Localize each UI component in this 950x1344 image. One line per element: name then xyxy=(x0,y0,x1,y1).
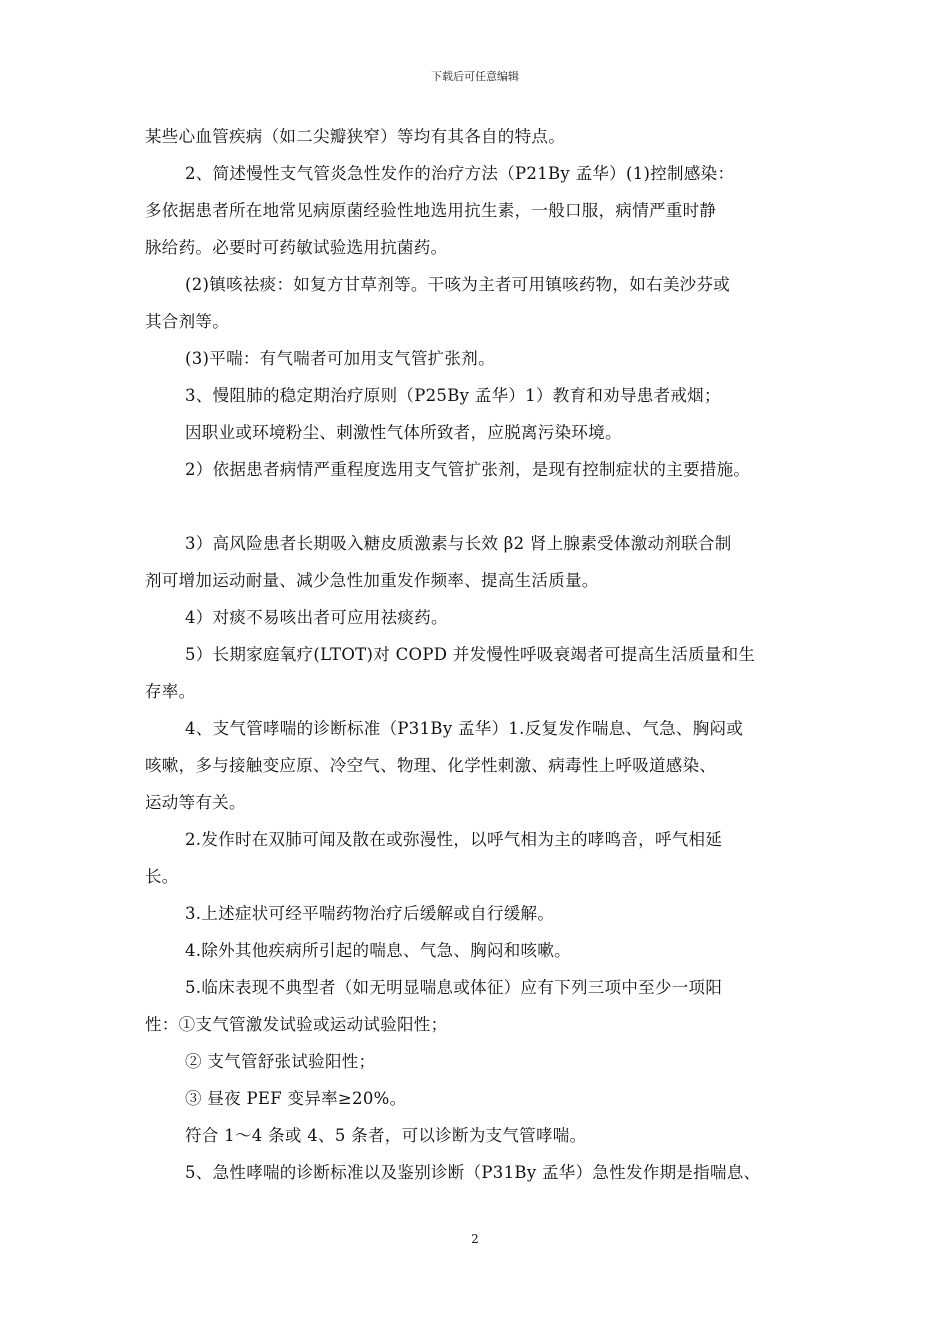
text-line: 3、慢阻肺的稳定期治疗原则（P25By 孟华）1）教育和劝导患者戒烟； xyxy=(185,386,721,405)
text-line: ③ 昼夜 PEF 变异率≥20%。 xyxy=(185,1089,407,1108)
text-line: 咳嗽，多与接触变应原、冷空气、物理、化学性刺激、病毒性上呼吸道感染、 xyxy=(145,756,717,775)
text-line: 4、支气管哮喘的诊断标准（P31By 孟华）1.反复发作喘息、气急、胸闷或 xyxy=(185,719,744,738)
text-line: 3）高风险患者长期吸入糖皮质激素与长效 β2 肾上腺素受体激动剂联合制 xyxy=(185,534,732,553)
text-line: (2)镇咳祛痰：如复方甘草剂等。干咳为主者可用镇咳药物，如右美沙芬或 xyxy=(185,275,731,294)
text-line: 因职业或环境粉尘、刺激性气体所致者，应脱离污染环境。 xyxy=(185,423,622,442)
text-line: 5、急性哮喘的诊断标准以及鉴别诊断（P31By 孟华）急性发作期是指喘息、 xyxy=(185,1163,761,1182)
text-line: 性：①支气管激发试验或运动试验阳性； xyxy=(145,1015,448,1034)
page-number: 2 xyxy=(471,1232,479,1246)
text-line: 4.除外其他疾病所引起的喘息、气急、胸闷和咳嗽。 xyxy=(185,941,571,960)
text-line: 符合 1～4 条或 4、5 条者，可以诊断为支气管哮喘。 xyxy=(185,1126,587,1145)
text-line: 某些心血管疾病（如二尖瓣狭窄）等均有其各自的特点。 xyxy=(145,127,565,146)
text-line: 剂可增加运动耐量、减少急性加重发作频率、提高生活质量。 xyxy=(145,571,599,590)
paragraph-gap xyxy=(145,488,825,525)
text-line: 5）长期家庭氧疗(LTOT)对 COPD 并发慢性呼吸衰竭者可提高生活质量和生 xyxy=(185,645,756,664)
text-line: 长。 xyxy=(145,867,179,886)
document-body xyxy=(145,118,825,1191)
text-line: 2、简述慢性支气管炎急性发作的治疗方法（P21By 孟华）(1)控制感染： xyxy=(185,164,735,183)
text-line: 存率。 xyxy=(145,682,196,701)
text-line: 脉给药。必要时可药敏试验选用抗菌药。 xyxy=(145,238,448,257)
text-line: 多依据患者所在地常见病原菌经验性地选用抗生素，一般口服，病情严重时静 xyxy=(145,201,717,220)
text-line: 2）依据患者病情严重程度选用支气管扩张剂，是现有控制症状的主要措施。 xyxy=(185,460,751,479)
text-line: (3)平喘：有气喘者可加用支气管扩张剂。 xyxy=(185,349,495,368)
text-line: 4）对痰不易咳出者可应用祛痰药。 xyxy=(185,608,448,627)
page-header: 下载后可任意编辑 xyxy=(431,70,519,83)
text-line: 其合剂等。 xyxy=(145,312,229,331)
text-line: 3.上述症状可经平喘药物治疗后缓解或自行缓解。 xyxy=(185,904,555,923)
text-line: 5.临床表现不典型者（如无明显喘息或体征）应有下列三项中至少一项阳 xyxy=(185,978,723,997)
text-line: 运动等有关。 xyxy=(145,793,246,812)
text-line: 2.发作时在双肺可闻及散在或弥漫性，以呼气相为主的哮鸣音，呼气相延 xyxy=(185,830,723,849)
text-line: ② 支气管舒张试验阳性； xyxy=(185,1052,376,1071)
